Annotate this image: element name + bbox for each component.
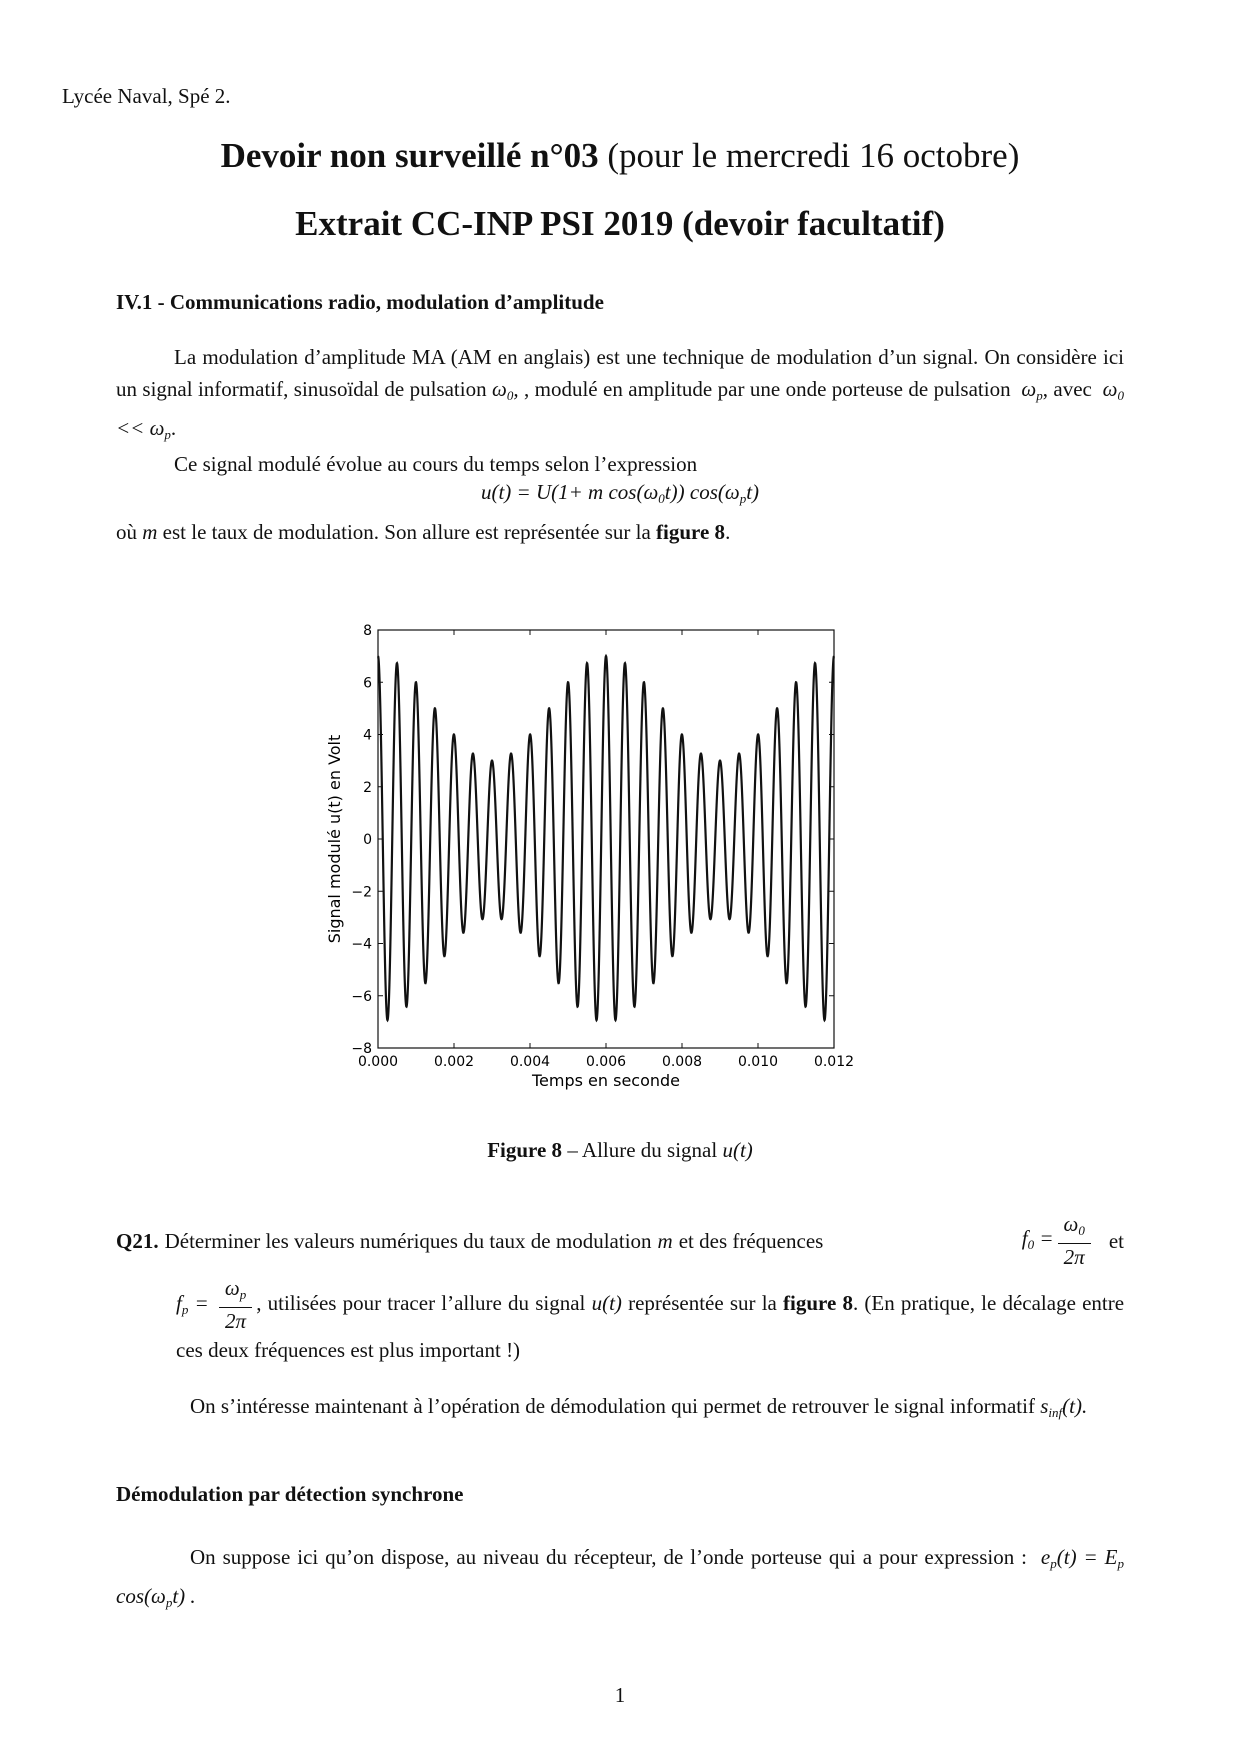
q21-label: Q21. <box>116 1229 159 1253</box>
x-tick-label: 0.008 <box>661 1054 703 1070</box>
q21-text-b: et des fréquences <box>678 1229 824 1253</box>
intro-paragraph <box>116 341 1124 451</box>
intro-text-3: , avec <box>1042 377 1092 401</box>
y-tick-label: 2 <box>363 779 372 796</box>
q21-text-e: . (En pratique, le décalage entre ces deux fréquences est plus important !) <box>176 1290 1125 1362</box>
figure-ref: figure 8 <box>656 520 726 544</box>
q21-text-d: représentée sur la <box>628 1290 777 1315</box>
text-ou: où <box>116 520 137 544</box>
caption-var: u(t) <box>722 1138 753 1162</box>
x-tick-label: 0.002 <box>433 1054 475 1070</box>
y-tick-label: −6 <box>351 988 372 1005</box>
title-bold: Devoir non surveillé n°03 <box>220 136 599 175</box>
plot-frame <box>378 630 834 1048</box>
q21-text-a: Déterminer les valeurs numériques du taux de modulation <box>164 1229 652 1253</box>
final-text: On suppose ici qu’on dispose, au niveau du récepteur, de l’onde porteuse qui a pour expression : <box>190 1545 1028 1569</box>
q21-text-c: , utilisées pour tracer l’allure du signal <box>256 1290 586 1315</box>
section-title: IV.1 - Communications radio, modulation d’amplitude <box>116 290 604 314</box>
demod-intro <box>116 1390 1124 1429</box>
page-title <box>0 136 1240 176</box>
x-axis-label: Temps en seconde <box>531 1071 681 1090</box>
q21-figure-ref: figure 8 <box>783 1290 853 1315</box>
q21-var-u: u(t) <box>591 1290 622 1315</box>
fp-fraction: $\frac{\omega_p}{2\pi}$ <box>219 1276 252 1334</box>
text-taux: est le taux de modulation. Son allure est représentée sur la <box>162 520 651 544</box>
x-tick-label: 0.006 <box>585 1054 627 1070</box>
header-school: Lycée Naval, Spé 2. <box>62 84 231 108</box>
y-tick-label: 8 <box>363 623 372 639</box>
var-m: m <box>142 520 158 544</box>
y-tick-label: 6 <box>363 675 372 692</box>
omega-relation: $\omega_0 << \omega_p$ <box>116 377 1124 442</box>
intro-text-4: . <box>170 416 177 440</box>
y-tick-label: 4 <box>363 727 372 744</box>
intro-text-1: La modulation d’amplitude MA (AM en anglais) est une technique de modulation d’un signal. On considère ici un signal informatif, sinusoïdal de pulsation <box>116 345 1124 401</box>
y-tick-label: −8 <box>351 1041 372 1057</box>
demod-text: On s’intéresse maintenant à l’opération de démodulation qui permet de retrouver le signal informatif <box>190 1394 1035 1418</box>
signal-line <box>378 656 834 1020</box>
omega-p: $\omega_p$ <box>1016 377 1043 403</box>
y-tick-label: −4 <box>351 936 372 953</box>
page-subtitle: Extrait CC-INP PSI 2019 (devoir facultatif) <box>295 204 945 243</box>
f0-formula: $f_0$ = <box>1021 1225 1054 1252</box>
modulated-signal-chart <box>300 612 980 1112</box>
page-number: 1 <box>614 1683 626 1707</box>
carrier-expression: $e_p(t) = E_p$ $\cos(\omega_pt)$ . <box>116 1545 1124 1610</box>
y-axis-label: Signal modulé u(t) en Volt <box>325 734 344 944</box>
omega-0: $\omega_0$, <box>491 377 519 403</box>
q21-var-m: m <box>657 1229 673 1253</box>
final-paragraph <box>116 1541 1124 1619</box>
x-tick-label: 0.012 <box>813 1054 855 1070</box>
subsection-title: Démodulation par détection synchrone <box>116 1482 464 1506</box>
title-date: (pour le mercredi 16 octobre) <box>607 136 1020 175</box>
text-period: . <box>725 520 731 544</box>
chart-axes <box>351 623 854 1070</box>
caption-label: Figure 8 <box>487 1138 563 1162</box>
intro-paragraph-3 <box>116 516 1124 548</box>
y-tick-label: 0 <box>363 832 372 848</box>
q21-et: et <box>1108 1229 1124 1253</box>
f0-fraction: $\frac{\omega_0}{2\pi}$ <box>1058 1212 1091 1270</box>
intro-text-2: , modulé en amplitude par une onde porteuse de pulsation <box>523 377 1011 401</box>
modulation-equation: u(t) = U(1+ m $\cos(\omega_0t)$) $\cos(\omega_pt)$ <box>480 480 760 506</box>
y-tick-label: −2 <box>351 884 372 901</box>
s-inf: $s_{inf}(t)$. <box>1040 1394 1088 1420</box>
fp-formula: $f_p$ = <box>176 1290 209 1317</box>
intro-paragraph-2: Ce signal modulé évolue au cours du temps selon l’expression <box>174 452 698 476</box>
x-tick-label: 0.010 <box>737 1054 779 1070</box>
x-tick-label: 0.000 <box>357 1054 399 1070</box>
question-21-cont <box>176 1276 1124 1366</box>
caption-text: – Allure du signal <box>562 1138 723 1162</box>
question-21 <box>116 1212 1124 1270</box>
figure-caption <box>0 1138 1240 1163</box>
x-tick-label: 0.004 <box>509 1054 551 1070</box>
